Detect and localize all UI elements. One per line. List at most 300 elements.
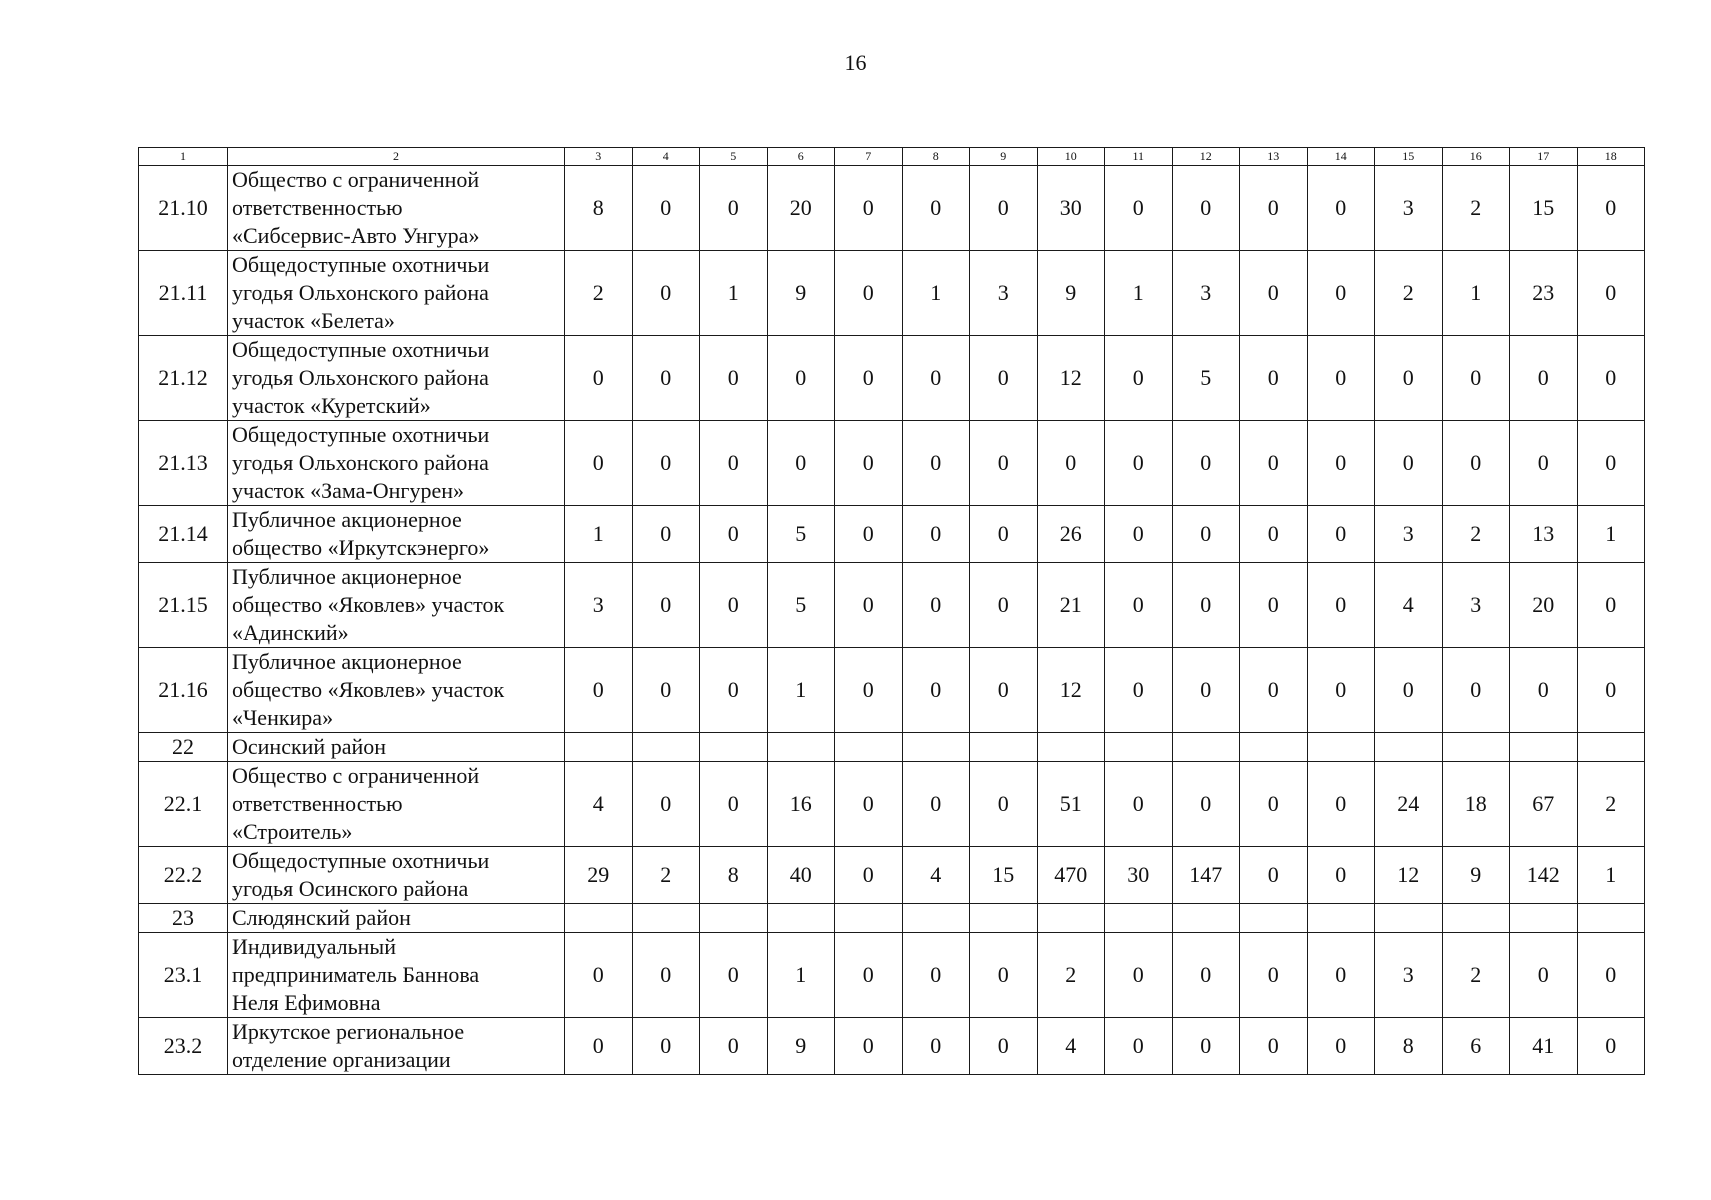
row-number: 21.12	[139, 336, 228, 421]
row-number: 22.1	[139, 762, 228, 847]
row-name	[228, 933, 565, 1018]
value-cell	[1105, 733, 1173, 762]
table-row	[139, 563, 1645, 648]
value-cell: 0	[1577, 648, 1645, 733]
value-cell	[1037, 904, 1105, 933]
value-cell: 0	[700, 563, 768, 648]
value-cell: 3	[565, 563, 633, 648]
row-name-line: общество «Яковлев» участок	[232, 677, 505, 702]
value-cell: 0	[1307, 421, 1375, 506]
row-number: 23.2	[139, 1018, 228, 1075]
value-cell: 0	[767, 421, 835, 506]
column-header-7: 7	[835, 148, 903, 166]
row-name	[228, 733, 565, 762]
value-cell: 0	[1105, 1018, 1173, 1075]
value-cell: 0	[902, 762, 970, 847]
value-cell: 142	[1510, 847, 1578, 904]
column-header-11: 11	[1105, 148, 1173, 166]
value-cell: 2	[1442, 506, 1510, 563]
table-row	[139, 166, 1645, 251]
value-cell: 3	[1375, 506, 1443, 563]
column-header-6: 6	[767, 148, 835, 166]
value-cell	[1307, 904, 1375, 933]
table-row	[139, 251, 1645, 336]
row-name-line: Публичное акционерное	[232, 649, 462, 674]
row-name-line: Общедоступные охотничьи	[232, 337, 490, 362]
value-cell: 0	[902, 421, 970, 506]
value-cell: 0	[1442, 421, 1510, 506]
value-cell: 0	[835, 336, 903, 421]
value-cell: 4	[1375, 563, 1443, 648]
row-name-line: угодья Ольхонского района	[232, 450, 489, 475]
value-cell	[902, 733, 970, 762]
value-cell: 0	[1105, 563, 1173, 648]
value-cell: 0	[1105, 421, 1173, 506]
row-name-line: «Строитель»	[232, 819, 353, 844]
value-cell: 0	[1105, 762, 1173, 847]
value-cell: 4	[902, 847, 970, 904]
value-cell: 1	[1577, 506, 1645, 563]
value-cell: 0	[1307, 762, 1375, 847]
row-name-line: угодья Осинского района	[232, 876, 469, 901]
value-cell: 0	[902, 563, 970, 648]
value-cell: 0	[700, 336, 768, 421]
column-header-10: 10	[1037, 148, 1105, 166]
value-cell: 1	[902, 251, 970, 336]
value-cell	[1307, 733, 1375, 762]
value-cell: 3	[1442, 563, 1510, 648]
column-header-9: 9	[970, 148, 1038, 166]
row-name-line: участок «Куретский»	[232, 393, 431, 418]
value-cell: 9	[1442, 847, 1510, 904]
value-cell: 0	[1240, 336, 1308, 421]
value-cell: 0	[1577, 166, 1645, 251]
page-number: 16	[844, 50, 867, 75]
value-cell: 0	[835, 166, 903, 251]
value-cell: 0	[1307, 1018, 1375, 1075]
value-cell: 0	[632, 648, 700, 733]
value-cell: 9	[767, 1018, 835, 1075]
value-cell	[700, 904, 768, 933]
value-cell: 0	[1240, 1018, 1308, 1075]
value-cell: 0	[970, 762, 1038, 847]
value-cell: 26	[1037, 506, 1105, 563]
value-cell: 2	[1037, 933, 1105, 1018]
value-cell: 3	[1375, 933, 1443, 1018]
value-cell: 0	[835, 251, 903, 336]
value-cell: 21	[1037, 563, 1105, 648]
value-cell: 0	[700, 1018, 768, 1075]
value-cell: 1	[767, 933, 835, 1018]
value-cell: 0	[767, 336, 835, 421]
value-cell: 0	[1577, 336, 1645, 421]
value-cell: 0	[970, 933, 1038, 1018]
row-name	[228, 847, 565, 904]
value-cell: 40	[767, 847, 835, 904]
row-name-line: Публичное акционерное	[232, 507, 462, 532]
value-cell: 2	[1577, 762, 1645, 847]
column-header-1: 1	[139, 148, 228, 166]
value-cell: 0	[970, 336, 1038, 421]
value-cell: 0	[1240, 166, 1308, 251]
row-name-line: «Адинский»	[232, 620, 349, 645]
value-cell: 0	[700, 933, 768, 1018]
value-cell: 0	[902, 506, 970, 563]
row-name-line: предприниматель Баннова	[232, 962, 480, 987]
value-cell: 0	[1510, 933, 1578, 1018]
value-cell: 18	[1442, 762, 1510, 847]
value-cell: 0	[1172, 1018, 1240, 1075]
value-cell: 1	[767, 648, 835, 733]
value-cell	[767, 904, 835, 933]
value-cell: 29	[565, 847, 633, 904]
row-number: 21.13	[139, 421, 228, 506]
value-cell: 0	[1105, 506, 1173, 563]
value-cell	[1240, 733, 1308, 762]
value-cell: 2	[632, 847, 700, 904]
row-name	[228, 251, 565, 336]
value-cell	[1375, 904, 1443, 933]
table-row	[139, 336, 1645, 421]
value-cell: 0	[565, 1018, 633, 1075]
value-cell: 0	[1240, 847, 1308, 904]
value-cell: 6	[1442, 1018, 1510, 1075]
row-name-line: участок «Белета»	[232, 308, 395, 333]
value-cell: 0	[700, 421, 768, 506]
value-cell	[1172, 733, 1240, 762]
value-cell: 12	[1037, 336, 1105, 421]
value-cell: 0	[1510, 421, 1578, 506]
table-row	[139, 762, 1645, 847]
row-name	[228, 166, 565, 251]
value-cell: 0	[1240, 421, 1308, 506]
value-cell	[1510, 904, 1578, 933]
value-cell: 12	[1037, 648, 1105, 733]
row-name-line: отделение организации	[232, 1047, 451, 1072]
row-name-line: участок «Зама-Онгурен»	[232, 478, 464, 503]
row-name-line: «Сибсервис-Авто Унгура»	[232, 223, 480, 248]
value-cell: 0	[835, 421, 903, 506]
value-cell: 0	[565, 648, 633, 733]
row-number: 21.14	[139, 506, 228, 563]
row-number: 22.2	[139, 847, 228, 904]
value-cell: 20	[1510, 563, 1578, 648]
value-cell: 16	[767, 762, 835, 847]
value-cell: 0	[1577, 1018, 1645, 1075]
row-name	[228, 563, 565, 648]
value-cell	[1442, 733, 1510, 762]
table-row	[139, 648, 1645, 733]
column-header-15: 15	[1375, 148, 1443, 166]
row-number: 21.15	[139, 563, 228, 648]
value-cell: 41	[1510, 1018, 1578, 1075]
row-name-line: общество «Иркутскэнерго»	[232, 535, 490, 560]
value-cell: 4	[1037, 1018, 1105, 1075]
value-cell: 12	[1375, 847, 1443, 904]
value-cell: 0	[1442, 648, 1510, 733]
value-cell: 0	[835, 506, 903, 563]
value-cell	[1105, 904, 1173, 933]
value-cell: 0	[632, 933, 700, 1018]
value-cell: 0	[1307, 847, 1375, 904]
row-number: 21.11	[139, 251, 228, 336]
value-cell: 67	[1510, 762, 1578, 847]
row-name-line: Общество с ограниченной	[232, 167, 480, 192]
value-cell: 1	[700, 251, 768, 336]
value-cell: 0	[1172, 563, 1240, 648]
value-cell: 0	[902, 648, 970, 733]
value-cell: 2	[1442, 166, 1510, 251]
value-cell: 0	[902, 933, 970, 1018]
value-cell	[565, 733, 633, 762]
value-cell: 0	[565, 336, 633, 421]
value-cell	[1375, 733, 1443, 762]
row-name-line: угодья Ольхонского района	[232, 365, 489, 390]
table-row	[139, 506, 1645, 563]
value-cell: 0	[902, 336, 970, 421]
table-row	[139, 1018, 1645, 1075]
column-header-12: 12	[1172, 148, 1240, 166]
row-name-line: Общедоступные охотничьи	[232, 848, 490, 873]
value-cell: 2	[565, 251, 633, 336]
row-name	[228, 506, 565, 563]
row-name	[228, 762, 565, 847]
value-cell: 0	[1375, 648, 1443, 733]
value-cell: 1	[1105, 251, 1173, 336]
value-cell: 0	[565, 421, 633, 506]
value-cell: 0	[1172, 648, 1240, 733]
value-cell	[970, 904, 1038, 933]
value-cell: 5	[767, 506, 835, 563]
value-cell	[632, 733, 700, 762]
value-cell: 0	[1240, 762, 1308, 847]
value-cell: 0	[835, 762, 903, 847]
value-cell: 0	[1240, 933, 1308, 1018]
row-name	[228, 648, 565, 733]
value-cell: 0	[1375, 421, 1443, 506]
value-cell: 0	[970, 421, 1038, 506]
row-name-line: ответственностью	[232, 791, 403, 816]
value-cell: 24	[1375, 762, 1443, 847]
value-cell: 0	[1037, 421, 1105, 506]
value-cell: 9	[767, 251, 835, 336]
value-cell: 0	[1577, 563, 1645, 648]
value-cell: 3	[1172, 251, 1240, 336]
value-cell	[1442, 904, 1510, 933]
value-cell: 0	[1240, 506, 1308, 563]
value-cell: 0	[970, 166, 1038, 251]
column-header-17: 17	[1510, 148, 1578, 166]
value-cell: 0	[1105, 933, 1173, 1018]
row-name	[228, 336, 565, 421]
value-cell: 0	[970, 648, 1038, 733]
value-cell: 0	[1307, 251, 1375, 336]
value-cell: 51	[1037, 762, 1105, 847]
table-row	[139, 847, 1645, 904]
value-cell: 0	[1577, 933, 1645, 1018]
value-cell: 30	[1105, 847, 1173, 904]
value-cell: 8	[565, 166, 633, 251]
value-cell	[1577, 904, 1645, 933]
value-cell: 23	[1510, 251, 1578, 336]
row-number: 21.10	[139, 166, 228, 251]
data-table	[138, 147, 1645, 1075]
value-cell: 0	[1375, 336, 1443, 421]
row-name-line: общество «Яковлев» участок	[232, 592, 505, 617]
value-cell: 0	[1307, 506, 1375, 563]
row-name	[228, 904, 565, 933]
value-cell	[970, 733, 1038, 762]
value-cell: 0	[835, 933, 903, 1018]
value-cell: 0	[1172, 421, 1240, 506]
value-cell: 0	[1172, 506, 1240, 563]
value-cell	[632, 904, 700, 933]
value-cell: 0	[835, 563, 903, 648]
value-cell: 0	[1172, 166, 1240, 251]
value-cell: 2	[1375, 251, 1443, 336]
value-cell	[1510, 733, 1578, 762]
value-cell: 0	[1307, 166, 1375, 251]
value-cell: 8	[700, 847, 768, 904]
row-name-line: ответственностью	[232, 195, 403, 220]
table-row	[139, 904, 1645, 933]
value-cell: 1	[565, 506, 633, 563]
row-name-line: Иркутское региональное	[232, 1019, 465, 1044]
value-cell: 0	[835, 648, 903, 733]
value-cell: 0	[1307, 648, 1375, 733]
value-cell: 0	[1172, 762, 1240, 847]
table-row	[139, 733, 1645, 762]
value-cell: 0	[970, 506, 1038, 563]
value-cell: 0	[1510, 336, 1578, 421]
row-number: 23	[139, 904, 228, 933]
value-cell: 0	[970, 1018, 1038, 1075]
row-number: 23.1	[139, 933, 228, 1018]
value-cell: 3	[970, 251, 1038, 336]
value-cell: 13	[1510, 506, 1578, 563]
column-header-13: 13	[1240, 148, 1308, 166]
value-cell	[1240, 904, 1308, 933]
row-name-line: Общество с ограниченной	[232, 763, 480, 788]
value-cell: 5	[1172, 336, 1240, 421]
row-name-line: Слюдянский район	[232, 905, 411, 930]
table-row	[139, 933, 1645, 1018]
value-cell: 0	[1240, 648, 1308, 733]
value-cell: 0	[632, 762, 700, 847]
value-cell: 0	[1510, 648, 1578, 733]
value-cell	[835, 733, 903, 762]
column-header-2: 2	[228, 148, 565, 166]
value-cell: 0	[565, 933, 633, 1018]
value-cell: 0	[700, 762, 768, 847]
row-name-line: Неля Ефимовна	[232, 990, 381, 1015]
value-cell: 30	[1037, 166, 1105, 251]
table-row	[139, 421, 1645, 506]
value-cell: 0	[902, 1018, 970, 1075]
value-cell: 0	[1577, 421, 1645, 506]
value-cell: 20	[767, 166, 835, 251]
value-cell: 0	[1105, 648, 1173, 733]
value-cell: 470	[1037, 847, 1105, 904]
value-cell: 0	[1105, 336, 1173, 421]
value-cell	[565, 904, 633, 933]
column-header-18: 18	[1577, 148, 1645, 166]
value-cell: 0	[1307, 336, 1375, 421]
value-cell: 0	[970, 563, 1038, 648]
value-cell: 0	[1240, 251, 1308, 336]
column-header-8: 8	[902, 148, 970, 166]
value-cell: 1	[1577, 847, 1645, 904]
column-header-4: 4	[632, 148, 700, 166]
value-cell: 9	[1037, 251, 1105, 336]
value-cell	[1172, 904, 1240, 933]
value-cell: 147	[1172, 847, 1240, 904]
value-cell: 0	[632, 251, 700, 336]
value-cell: 0	[1240, 563, 1308, 648]
value-cell: 15	[970, 847, 1038, 904]
value-cell	[902, 904, 970, 933]
value-cell: 0	[632, 166, 700, 251]
value-cell: 1	[1442, 251, 1510, 336]
value-cell: 15	[1510, 166, 1578, 251]
value-cell: 4	[565, 762, 633, 847]
value-cell	[767, 733, 835, 762]
row-name-line: угодья Ольхонского района	[232, 280, 489, 305]
column-header-16: 16	[1442, 148, 1510, 166]
value-cell: 0	[700, 506, 768, 563]
column-header-5: 5	[700, 148, 768, 166]
value-cell: 0	[902, 166, 970, 251]
row-name-line: Общедоступные охотничьи	[232, 252, 490, 277]
value-cell	[700, 733, 768, 762]
row-name-line: Общедоступные охотничьи	[232, 422, 490, 447]
value-cell: 2	[1442, 933, 1510, 1018]
value-cell: 3	[1375, 166, 1443, 251]
value-cell	[835, 904, 903, 933]
value-cell: 0	[632, 421, 700, 506]
value-cell: 0	[835, 1018, 903, 1075]
row-name	[228, 1018, 565, 1075]
value-cell: 0	[1442, 336, 1510, 421]
row-number: 22	[139, 733, 228, 762]
value-cell: 0	[1105, 166, 1173, 251]
row-name-line: «Ченкира»	[232, 705, 334, 730]
row-name	[228, 421, 565, 506]
value-cell: 0	[632, 563, 700, 648]
value-cell: 0	[700, 166, 768, 251]
value-cell: 0	[1577, 251, 1645, 336]
value-cell	[1577, 733, 1645, 762]
value-cell: 0	[700, 648, 768, 733]
row-name-line: Индивидуальный	[232, 934, 396, 959]
value-cell: 0	[1307, 563, 1375, 648]
value-cell: 0	[632, 506, 700, 563]
value-cell	[1037, 733, 1105, 762]
row-name-line: Публичное акционерное	[232, 564, 462, 589]
column-header-3: 3	[565, 148, 633, 166]
value-cell: 0	[632, 1018, 700, 1075]
value-cell: 0	[632, 336, 700, 421]
row-number: 21.16	[139, 648, 228, 733]
column-header-14: 14	[1307, 148, 1375, 166]
value-cell: 0	[835, 847, 903, 904]
column-number-row	[139, 148, 1645, 166]
value-cell: 0	[1307, 933, 1375, 1018]
value-cell: 5	[767, 563, 835, 648]
value-cell: 8	[1375, 1018, 1443, 1075]
row-name-line: Осинский район	[232, 734, 387, 759]
value-cell: 0	[1172, 933, 1240, 1018]
